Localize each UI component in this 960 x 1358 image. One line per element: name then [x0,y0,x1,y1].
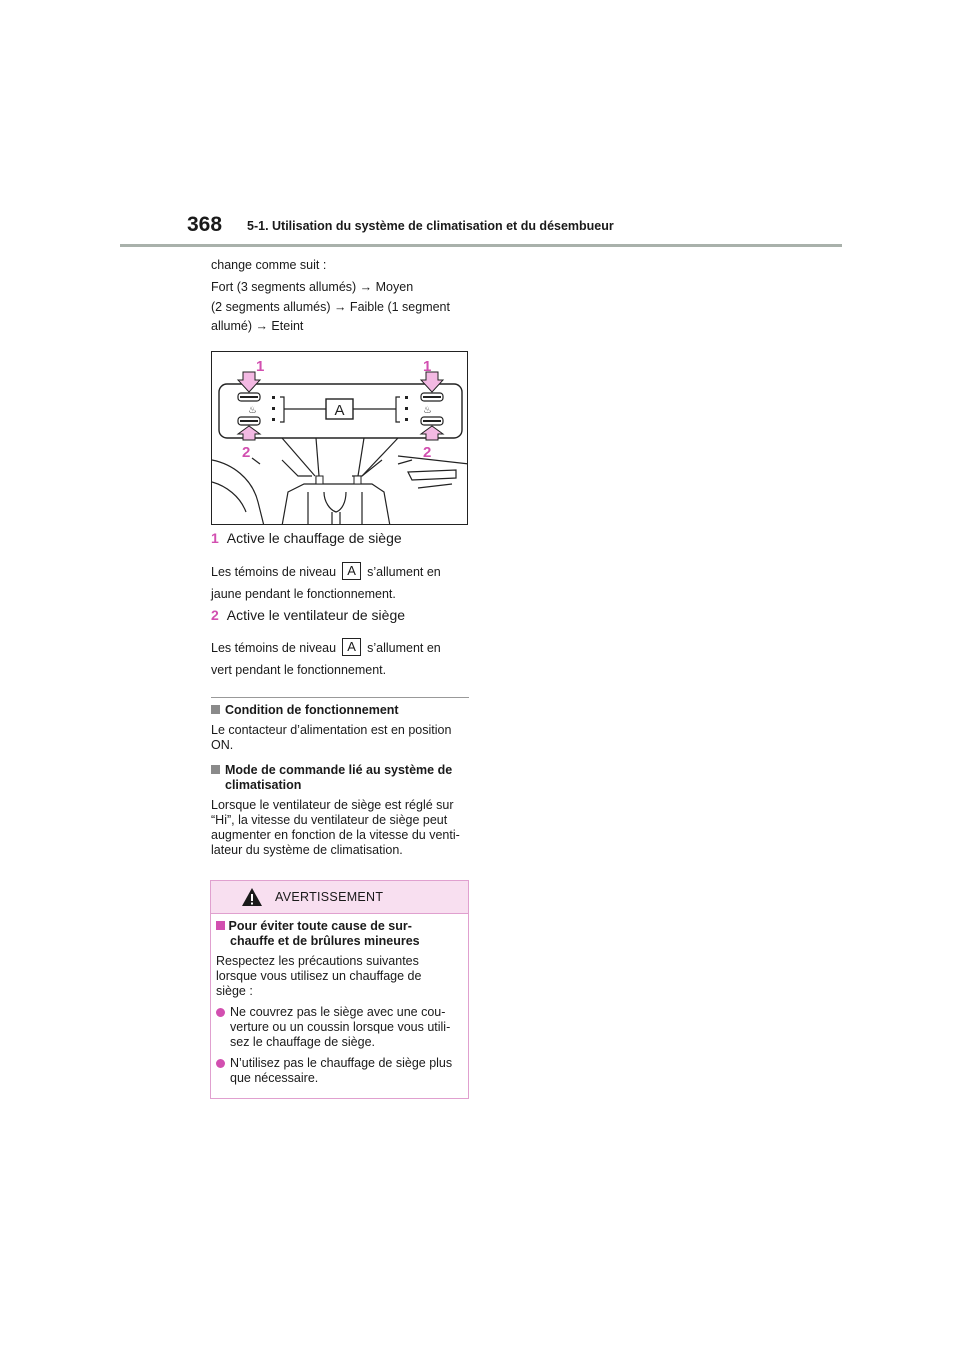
note-1-title: Condition de fonctionnement [225,703,399,717]
warning-bullet-2-line2: que nécessaire. [230,1071,319,1085]
step-2-description [211,637,469,681]
dashboard-drawing [212,352,468,525]
note-2-body-line1: Lorsque le ventilateur de siège est réglé sur [211,798,454,812]
warning-triangle-icon [241,887,263,907]
warning-bullet-1-line3: sez le chauffage de siège. [230,1035,376,1049]
figure-label-a: A [334,402,345,419]
warning-header [211,881,468,914]
seat-control-illustration [211,351,468,525]
warning-content [216,919,464,1086]
intro-line-4: allumé) → Eteint [211,319,304,333]
level-indicator-box: A [342,638,361,656]
pink-dot-bullet-icon [216,1008,225,1017]
warning-heading-line1: Pour éviter toute cause de sur- [228,919,412,933]
step-2 [211,607,405,623]
note-operating-condition [211,703,469,753]
step-1-number: 1 [211,530,219,546]
page-number: 368 [187,213,223,236]
intro-paragraph [211,278,471,337]
pink-dot-bullet-icon [216,1059,225,1068]
step-1-desc-after: s’allument en [367,565,441,579]
step-2-number: 2 [211,607,219,623]
step-1 [211,530,402,546]
square-bullet-icon [211,705,220,714]
note-2-body-line2: “Hi”, la vitesse du ventilateur de siège peut [211,813,448,827]
callout-1-right: 1 [423,358,432,375]
intro-line-1: change comme suit : [211,258,327,272]
step-2-desc-before: Les témoins de niveau [211,641,337,655]
step-2-desc-after: s’allument en [367,641,441,655]
callout-1-left: 1 [256,358,265,375]
warning-box [210,880,469,1099]
square-bullet-icon [211,765,220,774]
note-2-title-line1: Mode de commande lié au système de [225,763,453,777]
callout-2-right: 2 [423,444,432,461]
step-1-desc-line2: jaune pendant le fonctionnement. [211,587,396,601]
warning-bullet-1 [216,1005,464,1050]
step-1-description [211,561,469,605]
note-2-body-line3: augmenter en fonction de la vitesse du venti- [211,828,460,842]
intro-line-3: (2 segments allumés) → Faible (1 segment [211,299,450,314]
header-rule [120,244,842,247]
note-1-body: Le contacteur d’alimentation est en position ON. [211,723,452,752]
intro-line-2: Fort (3 segments allumés) → Moyen [211,280,414,294]
note-2-body-line4: lateur du système de climatisation. [211,843,403,857]
warning-bullet-2 [216,1056,464,1086]
warning-bullet-1-line1: Ne couvrez pas le siège avec une cou- [230,1005,446,1019]
warning-bullet-2-line1: N’utilisez pas le chauffage de siège plus [230,1056,453,1070]
warning-intro-line2: lorsque vous utilisez un chauffage de [216,969,422,983]
warning-title: AVERTISSEMENT [275,890,384,904]
pink-square-bullet-icon [216,921,225,930]
note-linked-mode [211,763,469,858]
step-1-desc-before: Les témoins de niveau [211,565,337,579]
warning-intro-line3: siège : [216,984,253,998]
step-2-desc-line2: vert pendant le fonctionnement. [211,663,387,677]
warning-intro-line1: Respectez les précautions suivantes [216,954,419,968]
warning-bullet-1-line2: verture ou un coussin lorsque vous utili- [230,1020,451,1034]
svg-text:♨: ♨ [248,405,257,416]
note-2-title-line2: climatisation [225,778,302,792]
section-divider [211,697,469,698]
svg-text:♨: ♨ [423,405,432,416]
level-indicator-box: A [342,562,361,580]
section-title: 5-1. Utilisation du système de climatisation et du désembueur [247,219,614,233]
warning-heading-line2: chauffe et de brûlures mineures [230,934,420,948]
callout-2-left: 2 [242,444,251,461]
step-1-label: Active le chauffage de siège [226,530,402,546]
step-2-label: Active le ventilateur de siège [226,607,406,623]
